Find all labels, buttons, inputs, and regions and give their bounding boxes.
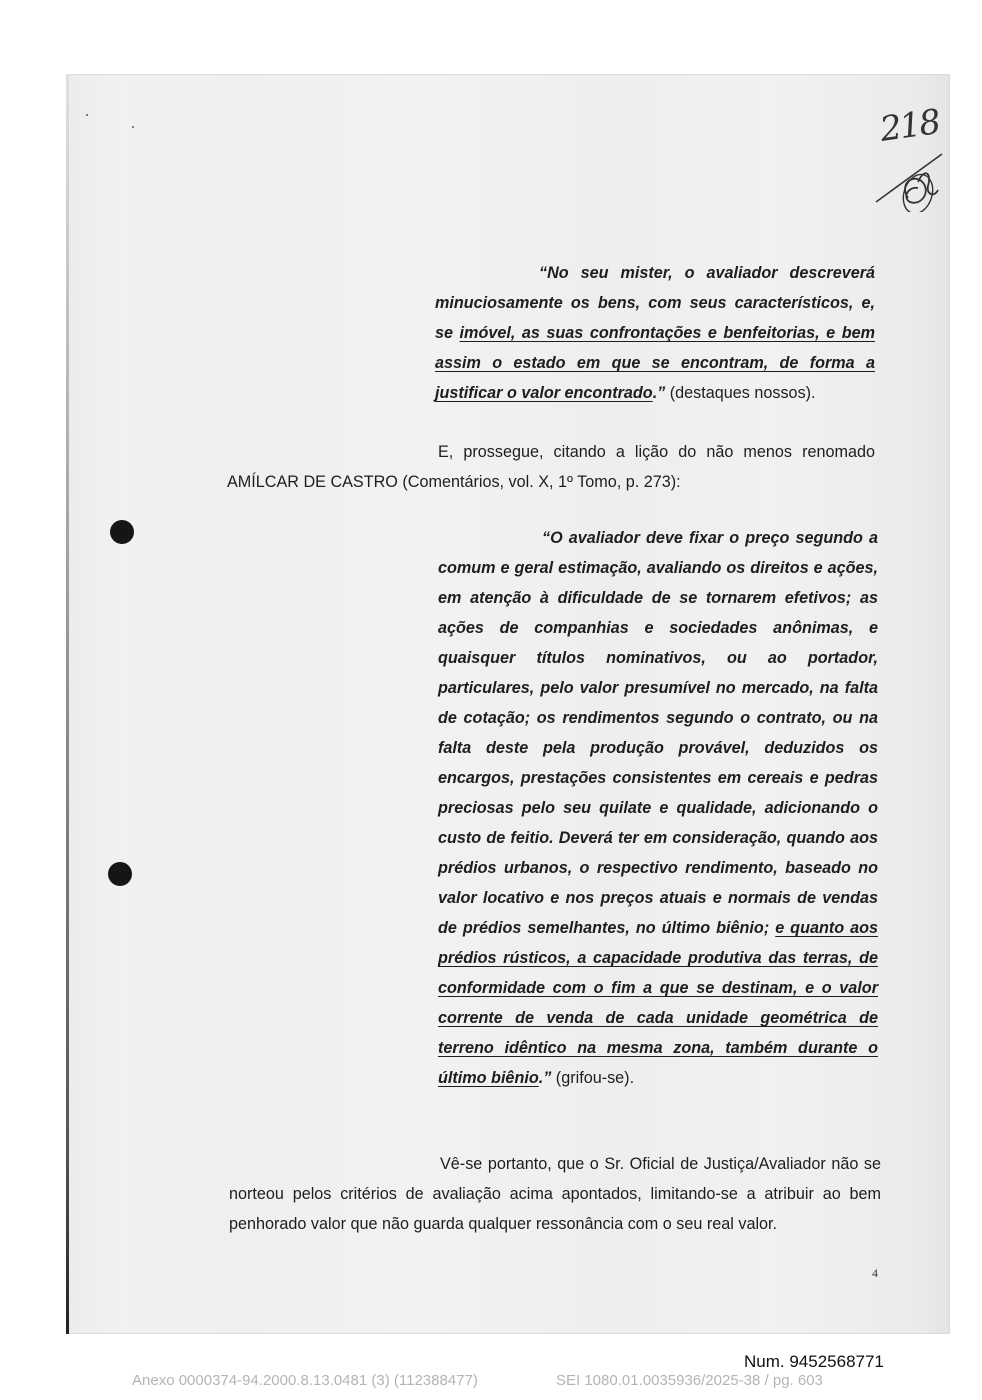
quote-text: “O avaliador deve fixar o preço segundo a comum e geral estimação, avaliando os direitos e ações, em atenção à dificuldade de se tornarem efetivos; as ações de companhias e sociedades anônimas, e quaisquer títulos nominativos, ou ao portador, particulares, pelo valor presumível no mercado, na falta de cotação; os rendimentos segundo o contrato, ou na falta deste pela produção provável, deduzidos os encargos, prestações consistentes em cereais e pedras preciosas pelo seu quilate e qualidade, adicionando o custo de feitio. Deverá ter em consideração, quando aos prédios urbanos, o respectivo rendimento, baseado no valor locativo e nos preços atuais e normais de vendas de prédios semelhantes, no último biênio; bbox=[438, 529, 878, 937]
quote-text: “No seu mister, o avaliador descreverá minuciosamente os bens, com seus característicos, e, se bbox=[435, 264, 875, 342]
punch-hole-icon bbox=[108, 862, 132, 886]
punch-hole-icon bbox=[110, 520, 134, 544]
quote-note: (destaques nossos). bbox=[665, 384, 816, 402]
quote-avaliador-descrevera bbox=[435, 258, 875, 408]
footer-annex-reference: Anexo 0000374-94.2000.8.13.0481 (3) (112388477) bbox=[132, 1372, 478, 1389]
quote-highlight: e quanto aos prédios rústicos, a capacidade produtiva das terras, de conformidade com o fim a que se destinam, e o valor corrente de venda de cada unidade geométrica de terreno idêntico na mesma zona, também durante o último biênio bbox=[438, 919, 879, 1087]
quote-closing: .” bbox=[538, 1069, 552, 1087]
footer-sei-reference: SEI 1080.01.0035936/2025-38 / pg. 603 bbox=[556, 1372, 823, 1389]
scanned-page bbox=[66, 74, 950, 1334]
quote-note: (grifou-se). bbox=[551, 1069, 635, 1087]
scan-speck bbox=[86, 114, 88, 116]
quote-highlight: imóvel, as suas confrontações e benfeitorias, e bem assim o estado em que se encontram, de forma a justificar o valor encontrado bbox=[435, 324, 875, 402]
folio-number: 218 bbox=[877, 102, 942, 150]
folio-stamp bbox=[868, 102, 958, 212]
scan-shadow-edge bbox=[66, 74, 69, 1334]
initials-signature-icon bbox=[868, 102, 958, 212]
document-number: Num. 9452568771 bbox=[744, 1352, 884, 1371]
scan-speck bbox=[132, 126, 134, 128]
quote-closing: .” bbox=[652, 384, 666, 402]
quote-avaliador-fixar-preco bbox=[438, 523, 878, 1093]
paragraph-prossegue: E, prossegue, citando a lição do não menos renomado AMÍLCAR DE CASTRO (Comentários, vol. X, 1º Tomo, p. 273): bbox=[227, 443, 875, 491]
page-number: 4 bbox=[872, 1266, 878, 1280]
paragraph-conclusao: Vê-se portanto, que o Sr. Oficial de Justiça/Avaliador não se norteou pelos critérios de avaliação acima apontados, limitando-se a atribuir ao bem penhorado valor que não guarda qualquer ressonância com o seu real valor. bbox=[229, 1155, 881, 1233]
